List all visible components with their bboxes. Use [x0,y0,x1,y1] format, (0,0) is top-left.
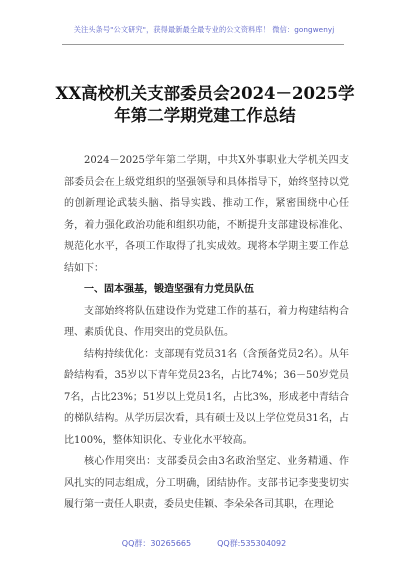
footer-qq-group-1: QQ群：30265665 [121,539,192,548]
footer [0,538,408,549]
document-body [64,150,349,516]
header-banner: 关注头条号"公文研究"，获得最新最全最专业的公文资料库！ 微信：gongwenyj [73,25,335,34]
body-paragraph: 结构持续优化：支部现有党员31名（含预备党员2名）。从年龄结构看，35岁以下青年党员23名，占比74%；36－50岁党员7名，占比23%；51岁以上党员1名，占比3%，形成老中青结合的梯队结构。从学历层次看，具有硕士及以上学位党员31名，占比100%，整体知识化、专业化水平较高。 [64,348,349,446]
section-heading-1: 一、固本强基，锻造坚强有力党员队伍 [84,284,254,295]
intro-paragraph: 2024－2025学年第二学期，中共X外事职业大学机关四支部委员会在上级党组织的坚强领导和具体指导下，始终坚持以党的创新理论武装头脑、指导实践、推动工作，紧密围绕中心任务，着力强化政治功能和组织功能，不断提升支部建设标准化、规范化水平，各项工作取得了扎实成效。现将本学期主要工作总结如下： [64,155,349,274]
header-divider [62,44,344,45]
footer-qq-group-2: QQ群:535304092 [217,539,287,548]
body-paragraph: 核心作用突出：支部委员会由3名政治坚定、业务精通、作风扎实的同志组成，分工明确，团结协作。支部书记李斐斐切实履行第一责任人职责，委员史佳颖、李朵朵各司其职，在理论 [64,456,349,510]
body-paragraph: 支部始终将队伍建设作为党建工作的基石，着力构建结构合理、素质优良、作用突出的党员队伍。 [64,305,349,338]
document-title: XX高校机关支部委员会2024－2025学年第二学期党建工作总结 [55,84,355,125]
